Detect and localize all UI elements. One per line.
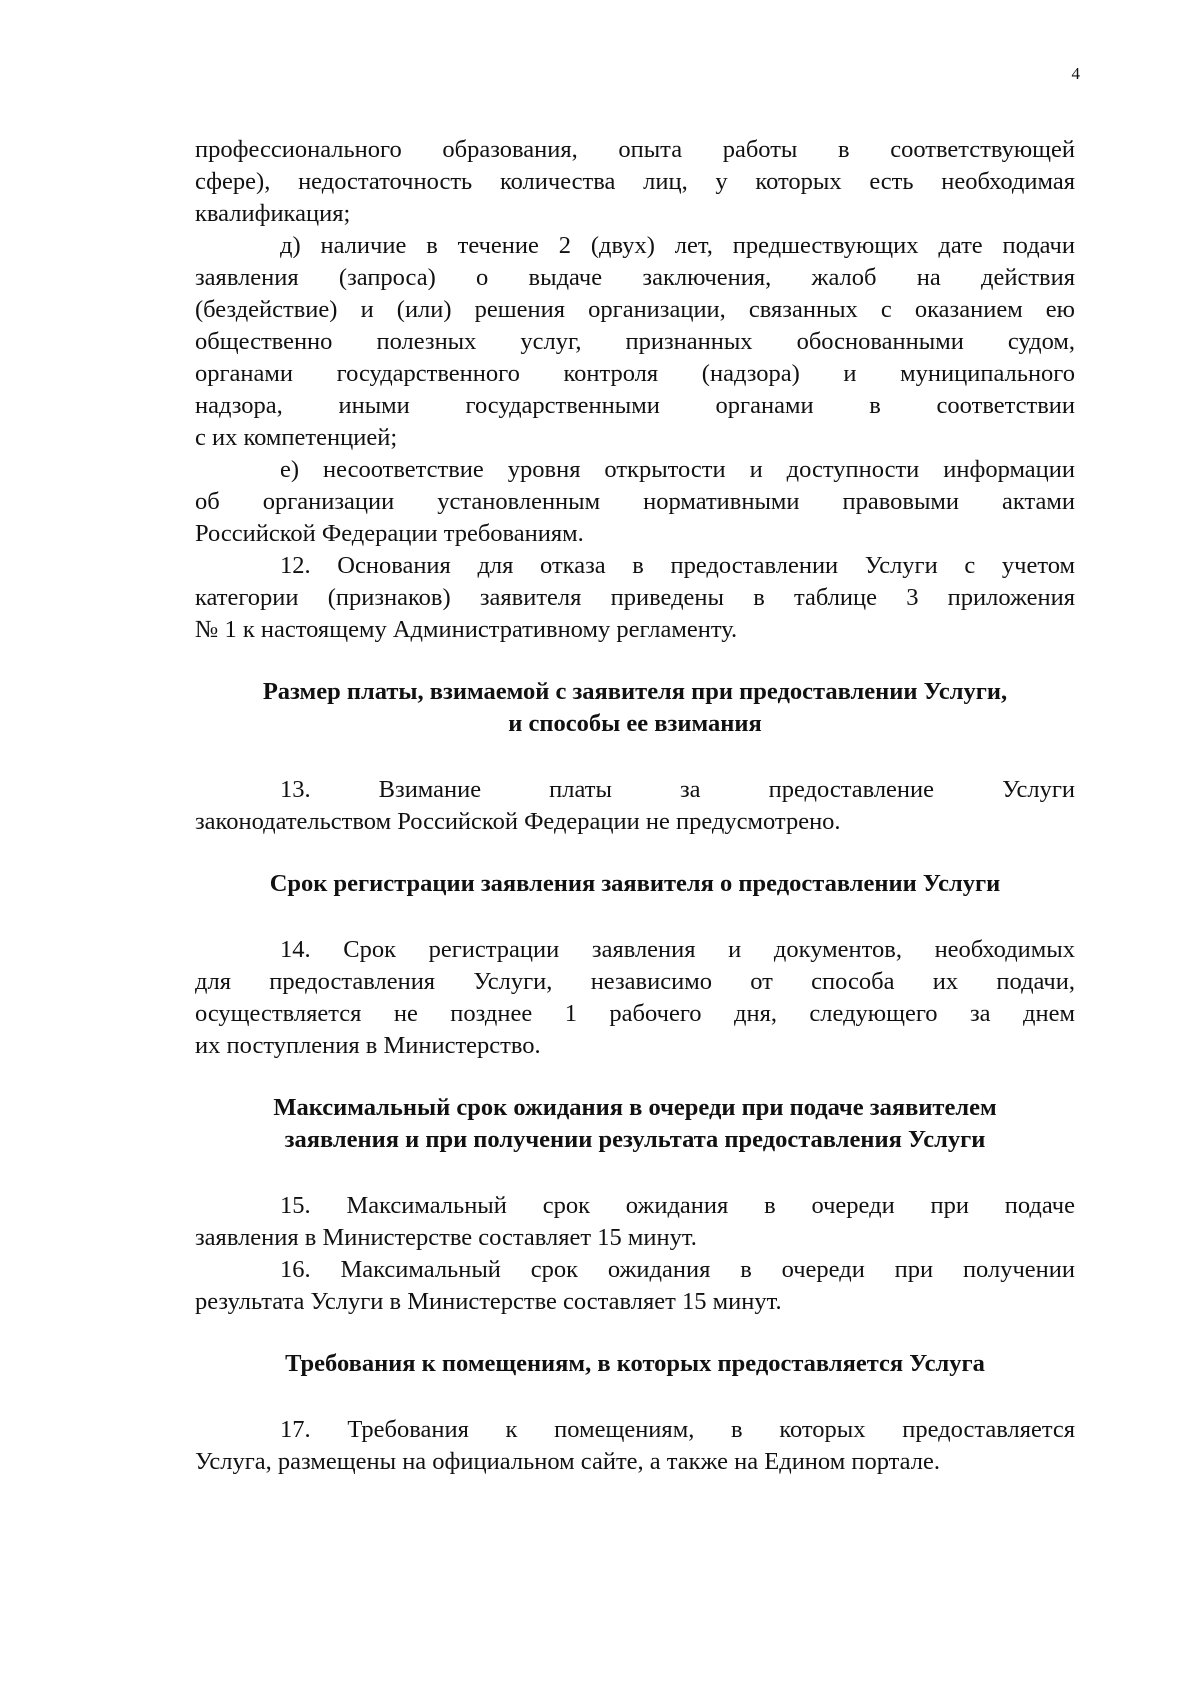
paragraph-16 — [195, 1254, 1075, 1318]
text-line: 14. Срок регистрации заявления и документов, необходимых — [280, 936, 1075, 963]
text-line: е) несоответствие уровня открытости и доступности информации — [280, 456, 1075, 483]
text-line: общественно полезных услуг, признанных обоснованными судом, — [195, 328, 1075, 355]
text-line: 15. Максимальный срок ожидания в очереди при подаче — [280, 1192, 1075, 1219]
paragraph-12 — [195, 550, 1075, 646]
paragraph-14 — [195, 934, 1075, 1062]
section-heading-fee — [195, 676, 1075, 740]
text-line: 16. Максимальный срок ожидания в очереди при получении — [280, 1256, 1075, 1283]
text-line: д) наличие в течение 2 (двух) лет, предшествующих дате подачи — [280, 232, 1075, 259]
document-body — [195, 134, 1075, 1478]
heading-line: Размер платы, взимаемой с заявителя при предоставлении Услуги, — [262, 678, 1008, 705]
section-heading-queue — [195, 1092, 1075, 1156]
text-line: органами государственного контроля (надзора) и муниципального — [195, 360, 1075, 387]
paragraph-13 — [195, 774, 1075, 838]
section-heading-premises — [195, 1348, 1075, 1380]
heading-line: и способы ее взимания — [508, 710, 762, 737]
text-line: Услуга, размещены на официальном сайте, а также на Едином портале. — [195, 1448, 940, 1475]
heading-line: Срок регистрации заявления заявителя о предоставлении Услуги — [269, 870, 1001, 897]
text-line: заявления в Министерстве составляет 15 минут. — [195, 1224, 697, 1251]
text-line: об организации установленным нормативными правовыми актами — [195, 488, 1075, 515]
text-line: для предоставления Услуги, независимо от способа их подачи, — [195, 968, 1075, 995]
paragraph-item-e — [195, 454, 1075, 550]
text-line: 17. Требования к помещениям, в которых предоставляется — [280, 1416, 1075, 1443]
text-line: категории (признаков) заявителя приведены в таблице 3 приложения — [195, 584, 1075, 611]
text-line: 12. Основания для отказа в предоставлении Услуги с учетом — [280, 552, 1075, 579]
paragraph-qualification — [195, 134, 1075, 230]
heading-line: Требования к помещениям, в которых предоставляется Услуга — [285, 1350, 985, 1377]
section-heading-registration — [195, 868, 1075, 900]
text-line: профессионального образования, опыта работы в соответствующей — [195, 136, 1075, 163]
paragraph-15 — [195, 1190, 1075, 1254]
text-line: сфере), недостаточность количества лиц, у которых есть необходимая — [195, 168, 1075, 195]
text-line: надзора, иными государственными органами в соответствии — [195, 392, 1075, 419]
text-line: Российской Федерации требованиям. — [195, 520, 584, 547]
paragraph-item-d — [195, 230, 1075, 454]
text-line: их поступления в Министерство. — [195, 1032, 541, 1059]
text-line: осуществляется не позднее 1 рабочего дня, следующего за днем — [195, 1000, 1075, 1027]
text-line: (бездействие) и (или) решения организации, связанных с оказанием ею — [195, 296, 1075, 323]
text-line: № 1 к настоящему Административному регламенту. — [195, 616, 738, 643]
heading-line: Максимальный срок ожидания в очереди при подаче заявителем — [273, 1094, 997, 1121]
text-line: с их компетенцией; — [195, 424, 398, 451]
page-number: 4 — [1071, 64, 1080, 83]
text-line: результата Услуги в Министерстве составляет 15 минут. — [195, 1288, 782, 1315]
paragraph-17 — [195, 1414, 1075, 1478]
text-line: 13. Взимание платы за предоставление Услуги — [280, 776, 1075, 803]
text-line: законодательством Российской Федерации не предусмотрено. — [195, 808, 841, 835]
heading-line: заявления и при получении результата предоставления Услуги — [284, 1126, 986, 1153]
text-line: заявления (запроса) о выдаче заключения, жалоб на действия — [195, 264, 1075, 291]
text-line: квалификация; — [195, 200, 351, 227]
